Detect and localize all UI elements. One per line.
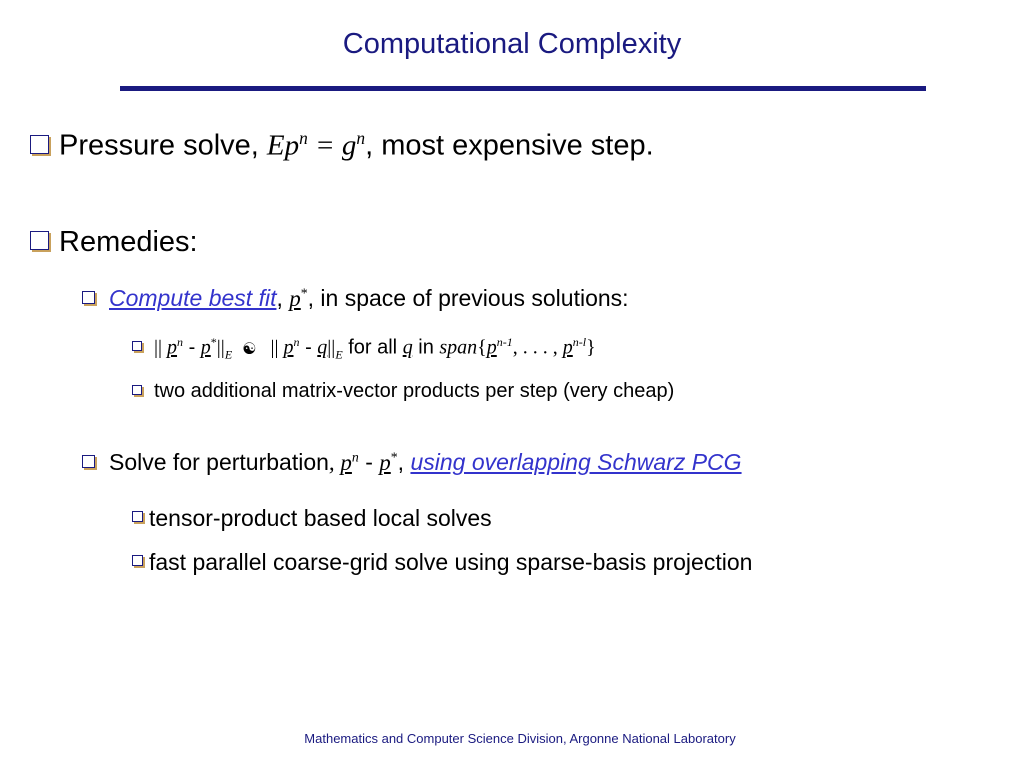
- schwarz-pcg-link[interactable]: using overlapping Schwarz PCG: [410, 449, 742, 475]
- bullet-perturbation: [82, 449, 742, 476]
- norm-bar: ||: [216, 336, 225, 359]
- norm-q: q: [317, 336, 328, 359]
- checkbox-bullet-icon: [82, 455, 95, 468]
- norm-p-star: p: [200, 336, 211, 359]
- norm-n: n: [177, 335, 184, 349]
- eq-p: p: [284, 129, 300, 162]
- norm-p: p: [167, 336, 178, 359]
- norm-dots: , . . . ,: [512, 336, 563, 359]
- perturb-p: p: [340, 450, 352, 475]
- perturb-comma: ,: [328, 450, 341, 475]
- bullet-coarse-grid: [132, 549, 752, 576]
- best-fit-star: *: [300, 285, 308, 301]
- norm-for-all: for all: [342, 336, 403, 359]
- tensor-text: tensor-product based local solves: [149, 505, 492, 531]
- perturb-p-star: p: [379, 450, 391, 475]
- norm-sup: n-1: [496, 335, 513, 349]
- checkbox-bullet-icon: [132, 341, 142, 351]
- yin-yang-icon: ☯: [242, 338, 257, 358]
- norm-p: p: [486, 336, 497, 359]
- eq-n1: n: [299, 128, 308, 148]
- norm-brace: {: [477, 336, 487, 359]
- perturb-star: *: [390, 449, 398, 465]
- perturb-n: n: [351, 449, 359, 465]
- norm-p: p: [283, 336, 294, 359]
- best-fit-comma: ,: [276, 285, 290, 311]
- eq-E: E: [266, 129, 285, 162]
- checkbox-bullet-icon: [132, 385, 142, 395]
- bullet-remedies: [30, 226, 198, 259]
- norm-bar: ||: [270, 336, 284, 359]
- norm-brace: }: [586, 336, 596, 359]
- norm-sup: n-l: [572, 335, 587, 349]
- norm-minus: -: [183, 336, 201, 359]
- coarse-text: fast parallel coarse-grid solve using sparse-basis projection: [149, 549, 753, 575]
- pressure-lead: Pressure solve,: [59, 129, 267, 162]
- remedies-label: Remedies:: [59, 226, 198, 258]
- norm-bar: ||: [154, 336, 168, 359]
- norm-p: p: [562, 336, 573, 359]
- bullet-pressure-solve: [30, 128, 654, 163]
- norm-n: n: [293, 335, 300, 349]
- bullet-best-fit: [82, 285, 629, 312]
- perturb-comma: ,: [397, 449, 411, 475]
- best-fit-tail: , in space of previous solutions:: [307, 285, 629, 311]
- matvec-text: two additional matrix-vector products per step (very cheap): [154, 380, 675, 402]
- norm-span: span: [439, 336, 478, 359]
- norm-bar: ||: [327, 336, 336, 359]
- compute-best-fit-link[interactable]: Compute best fit: [109, 285, 277, 311]
- checkbox-bullet-icon: [30, 135, 49, 154]
- bullet-tensor-product: [132, 505, 492, 532]
- pressure-tail: , most expensive step.: [365, 129, 654, 162]
- norm-E: E: [224, 347, 233, 362]
- eq-n2: n: [356, 128, 366, 148]
- eq-equals: =: [307, 129, 342, 162]
- slide-footer: Mathematics and Computer Science Division, Argonne National Laboratory: [304, 731, 736, 746]
- checkbox-bullet-icon: [30, 231, 49, 250]
- norm-star: *: [210, 335, 217, 349]
- perturb-lead: Solve for perturbation: [109, 449, 329, 475]
- norm-in: in: [412, 336, 440, 359]
- norm-minus: -: [299, 336, 318, 359]
- best-fit-p: p: [289, 286, 301, 311]
- checkbox-bullet-icon: [82, 291, 95, 304]
- checkbox-bullet-icon: [132, 511, 143, 522]
- slide-title: Computational Complexity: [342, 28, 682, 60]
- perturb-minus: -: [358, 449, 380, 475]
- checkbox-bullet-icon: [132, 555, 143, 566]
- bullet-matvec: [132, 380, 674, 403]
- norm-q: q: [402, 336, 413, 359]
- norm-E: E: [335, 347, 343, 362]
- bullet-norm-minimization: [132, 335, 596, 363]
- title-underline: [120, 86, 926, 91]
- eq-g: g: [341, 129, 357, 162]
